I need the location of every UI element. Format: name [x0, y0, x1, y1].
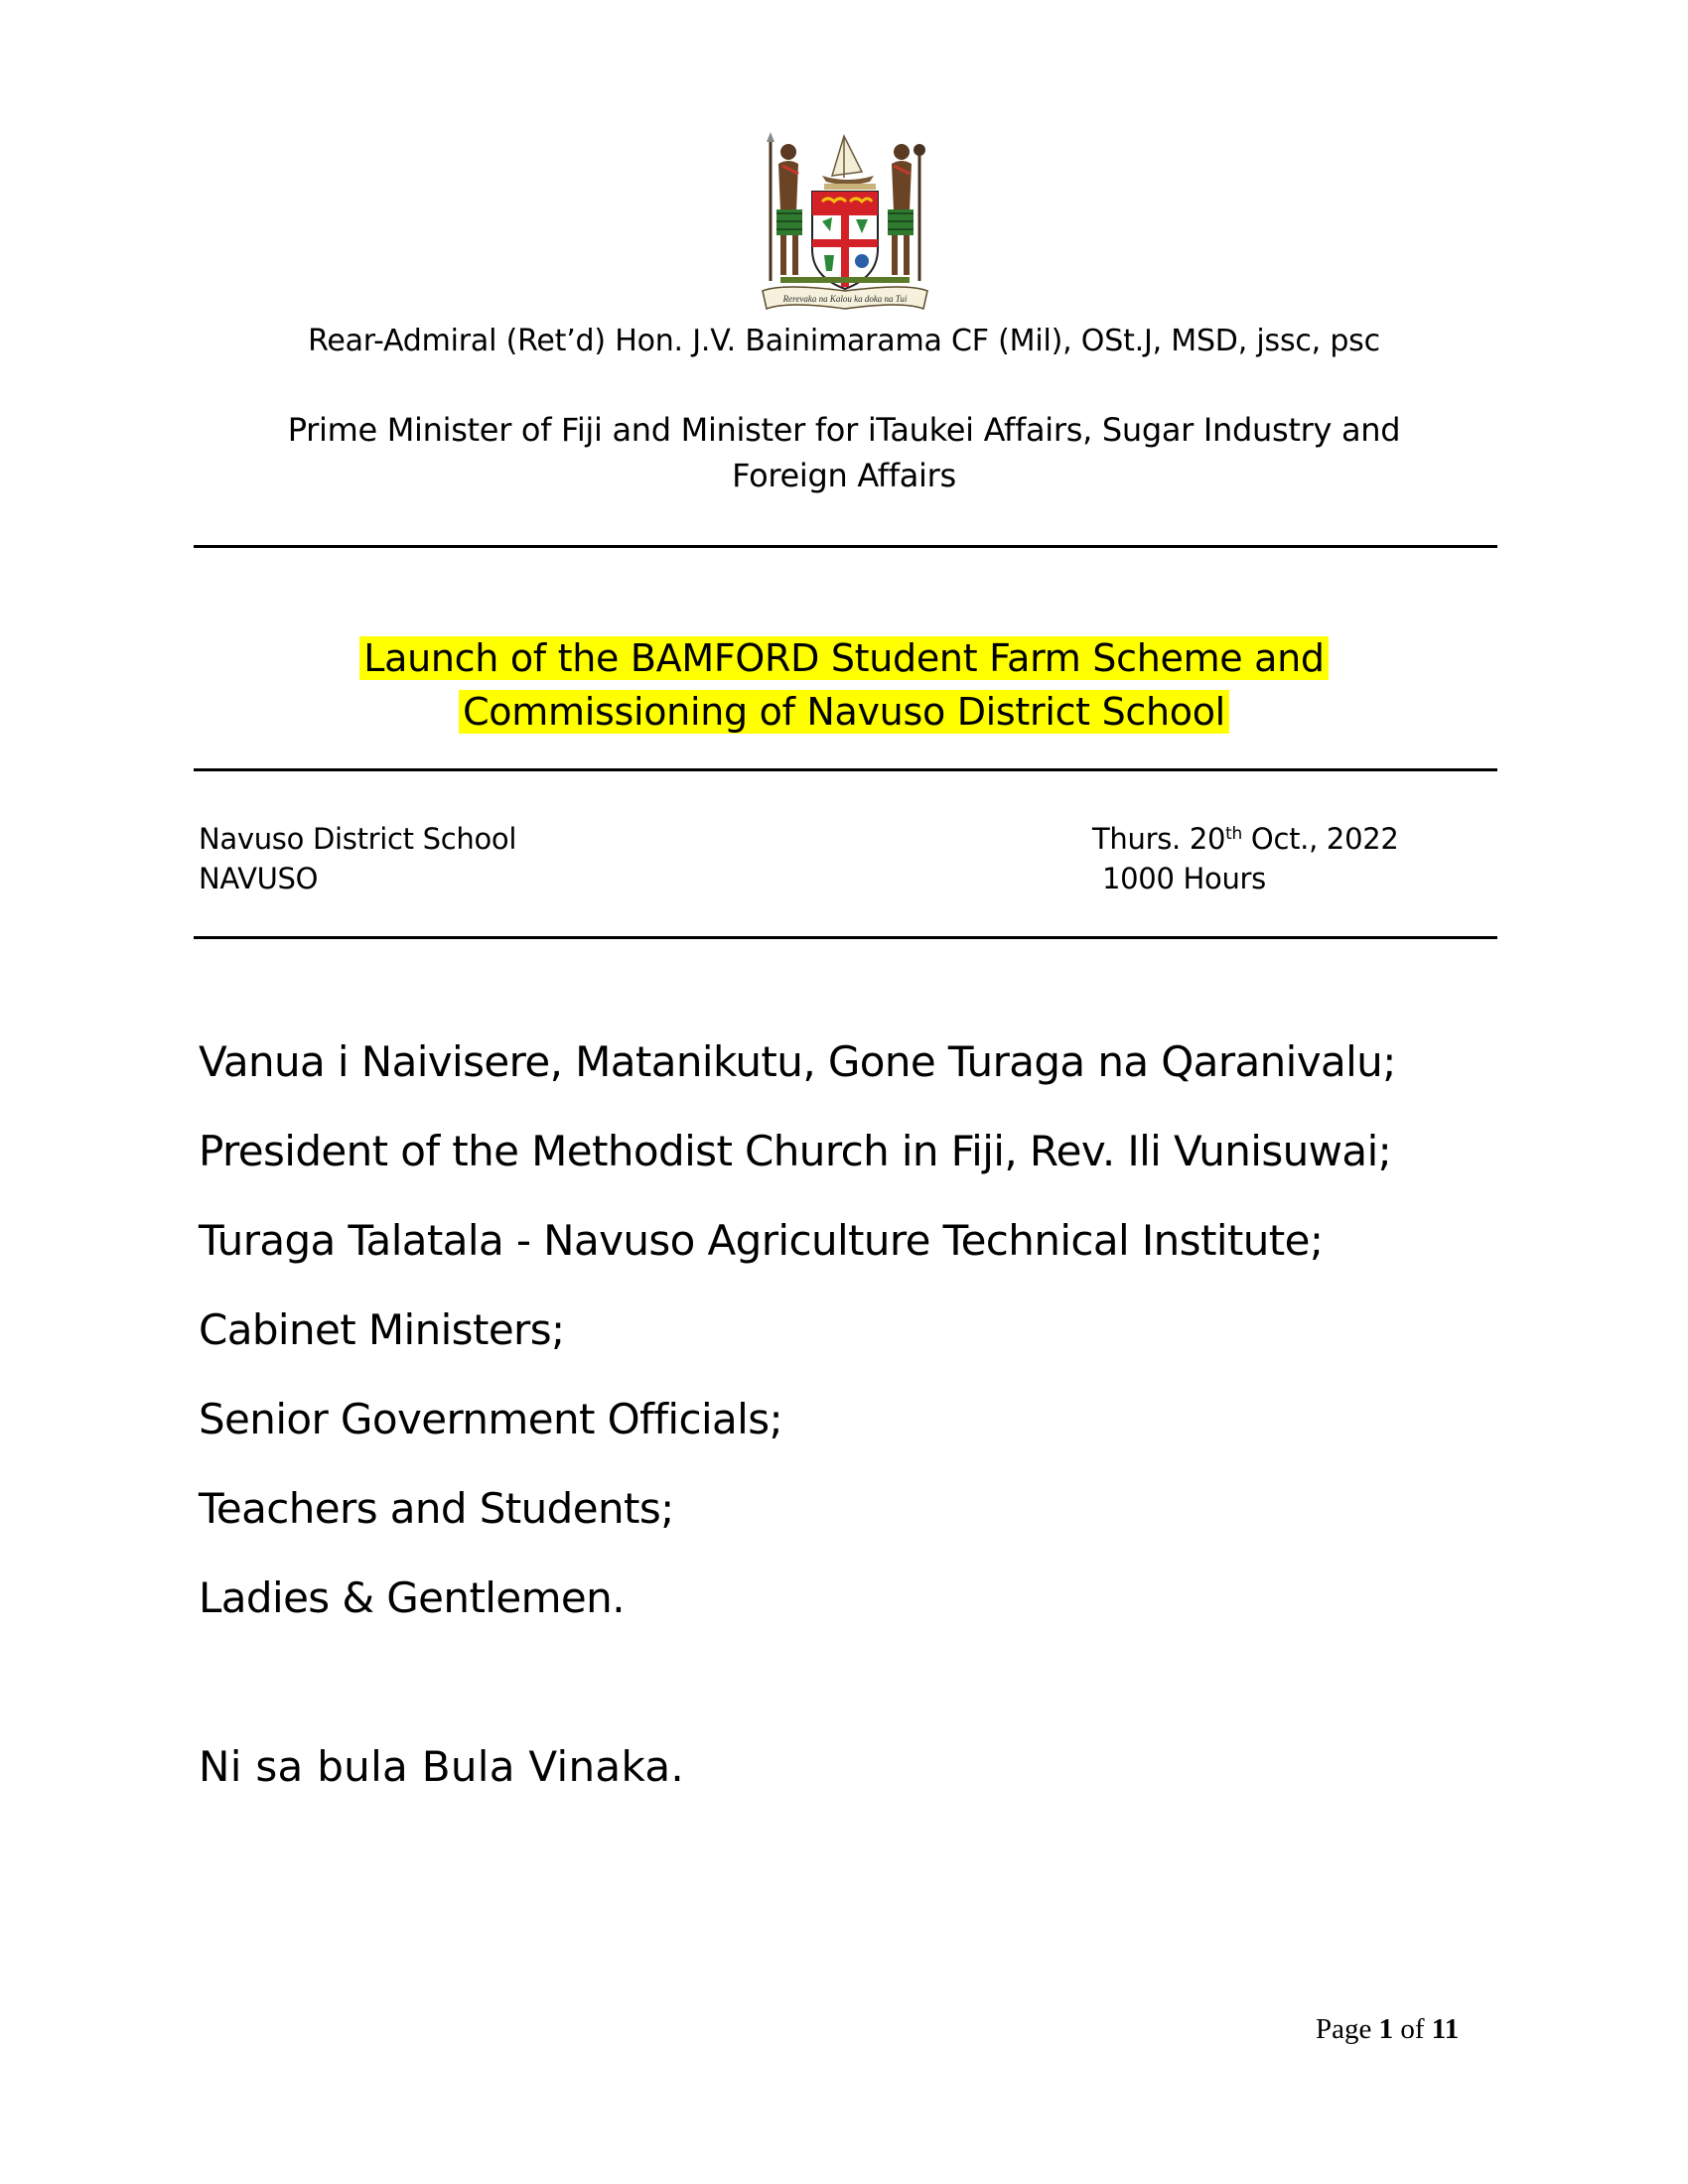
salutation-item: Turaga Talatala - Navuso Agriculture Technical Institute; [199, 1216, 1324, 1265]
event-when [1092, 819, 1399, 898]
salutation-list [199, 1018, 1396, 1643]
venue-name: Navuso District School [199, 822, 517, 856]
greeting: Ni sa bula Bula Vinaka. [199, 1742, 685, 1791]
salutation-item: Senior Government Officials; [199, 1395, 783, 1443]
event-date: Thurs. 20th Oct., 2022 [1092, 822, 1399, 856]
event-venue [199, 819, 516, 898]
shield-icon [812, 192, 878, 289]
divider-top [194, 545, 1497, 548]
author-line: Rear-Admiral (Ret’d) Hon. J.V. Bainimarama CF (Mil), OSt.J, MSD, jssc, psc [308, 324, 1380, 358]
salutation-item: Ladies & Gentlemen. [199, 1573, 625, 1622]
event-time: 1000 Hours [1102, 862, 1266, 895]
title-line-2: Commissioning of Navuso District School [459, 690, 1229, 734]
divider-bottom [194, 936, 1497, 939]
left-supporter-icon [767, 132, 802, 281]
divider-middle [194, 768, 1497, 771]
page-number: Page 1 of 11 [1316, 2013, 1460, 2045]
right-supporter-icon [888, 144, 925, 281]
salutation-item: Vanua i Naivisere, Matanikutu, Gone Turaga na Qaranivalu; [199, 1037, 1396, 1086]
speech-title [0, 631, 1688, 739]
canoe-crest-icon [822, 136, 876, 190]
venue-place: NAVUSO [199, 862, 319, 895]
salutation-item: Teachers and Students; [199, 1484, 674, 1533]
title-line-1: Launch of the BAMFORD Student Farm Scheme and [359, 636, 1329, 680]
salutation-item: Cabinet Ministers; [199, 1305, 565, 1354]
coat-of-arms-logo [753, 132, 937, 316]
role-line-2: Foreign Affairs [732, 457, 956, 494]
salutation-item: President of the Methodist Church in Fiji, Rev. Ili Vunisuwai; [199, 1127, 1392, 1175]
role-title [199, 407, 1489, 498]
crest-motto: Rerevaka na Kalou ka doka na Tui [782, 294, 908, 304]
role-line-1: Prime Minister of Fiji and Minister for iTaukei Affairs, Sugar Industry and [287, 411, 1401, 449]
